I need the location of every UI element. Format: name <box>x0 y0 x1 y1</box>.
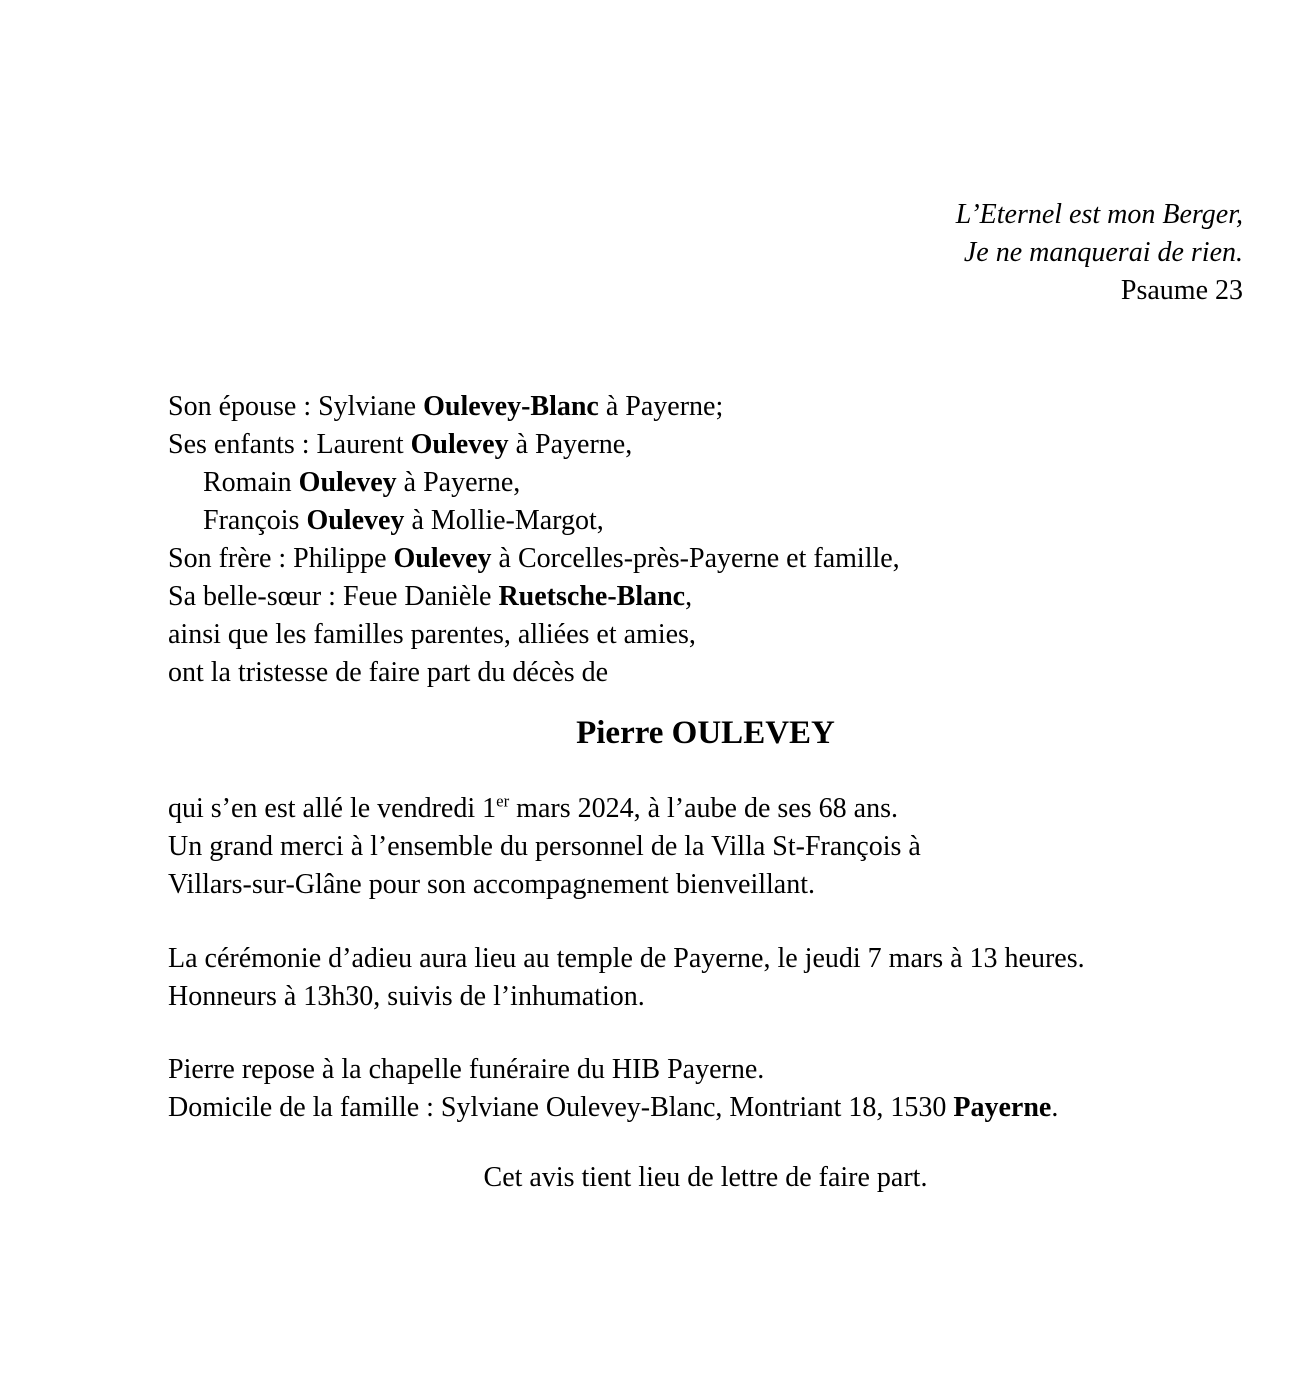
thanks-line-1: Un grand merci à l’ensemble du personnel de la Villa St-François à <box>168 831 921 862</box>
repose-paragraph <box>168 1051 1243 1127</box>
passing-paragraph <box>168 790 1243 904</box>
repose-line: Pierre repose à la chapelle funéraire du HIB Payerne. <box>168 1054 765 1085</box>
passing-date-line: qui s’en est allé le vendredi 1er mars 2024, à l’aube de ses 68 ans. <box>168 791 898 824</box>
family-line-brother: Son frère : Philippe Oulevey à Corcelles-près-Payerne et famille, <box>168 543 900 574</box>
ceremony-line-2: Honneurs à 13h30, suivis de l’inhumation. <box>168 981 645 1012</box>
epigraph-line-2: Je ne manquerai de rien. <box>963 237 1243 268</box>
epigraph-line-1: L’Eternel est mon Berger, <box>955 199 1243 230</box>
ordinal-superscript: er <box>496 791 510 811</box>
deceased-name: Pierre OULEVEY <box>576 715 835 751</box>
family-line-children: Ses enfants : Laurent Oulevey à Payerne, <box>168 429 633 460</box>
closing-statement: Cet avis tient lieu de lettre de faire part. <box>483 1162 928 1193</box>
family-line-relatives: ainsi que les familles parentes, alliées et amies, <box>168 619 696 650</box>
family-list <box>168 388 1243 692</box>
epigraph <box>168 196 1243 310</box>
thanks-line-2: Villars-sur-Glâne pour son accompagnement bienveillant. <box>168 869 815 900</box>
family-line-sister-in-law: Sa belle-sœur : Feue Danièle Ruetsche-Blanc, <box>168 581 693 612</box>
family-address-line: Domicile de la famille : Sylviane Oulevey-Blanc, Montriant 18, 1530 Payerne. <box>168 1092 1059 1123</box>
ceremony-paragraph <box>168 940 1243 1016</box>
family-line-child-3: François Oulevey à Mollie-Margot, <box>203 505 604 536</box>
epigraph-attribution: Psaume 23 <box>1120 275 1243 306</box>
family-line-child-2: Romain Oulevey à Payerne, <box>203 467 521 498</box>
announcement-intro: ont la tristesse de faire part du décès de <box>168 657 609 688</box>
ceremony-line-1: La cérémonie d’adieu aura lieu au temple de Payerne, le jeudi 7 mars à 13 heures. <box>168 943 1085 974</box>
family-line-spouse: Son épouse : Sylviane Oulevey-Blanc à Payerne; <box>168 391 724 422</box>
